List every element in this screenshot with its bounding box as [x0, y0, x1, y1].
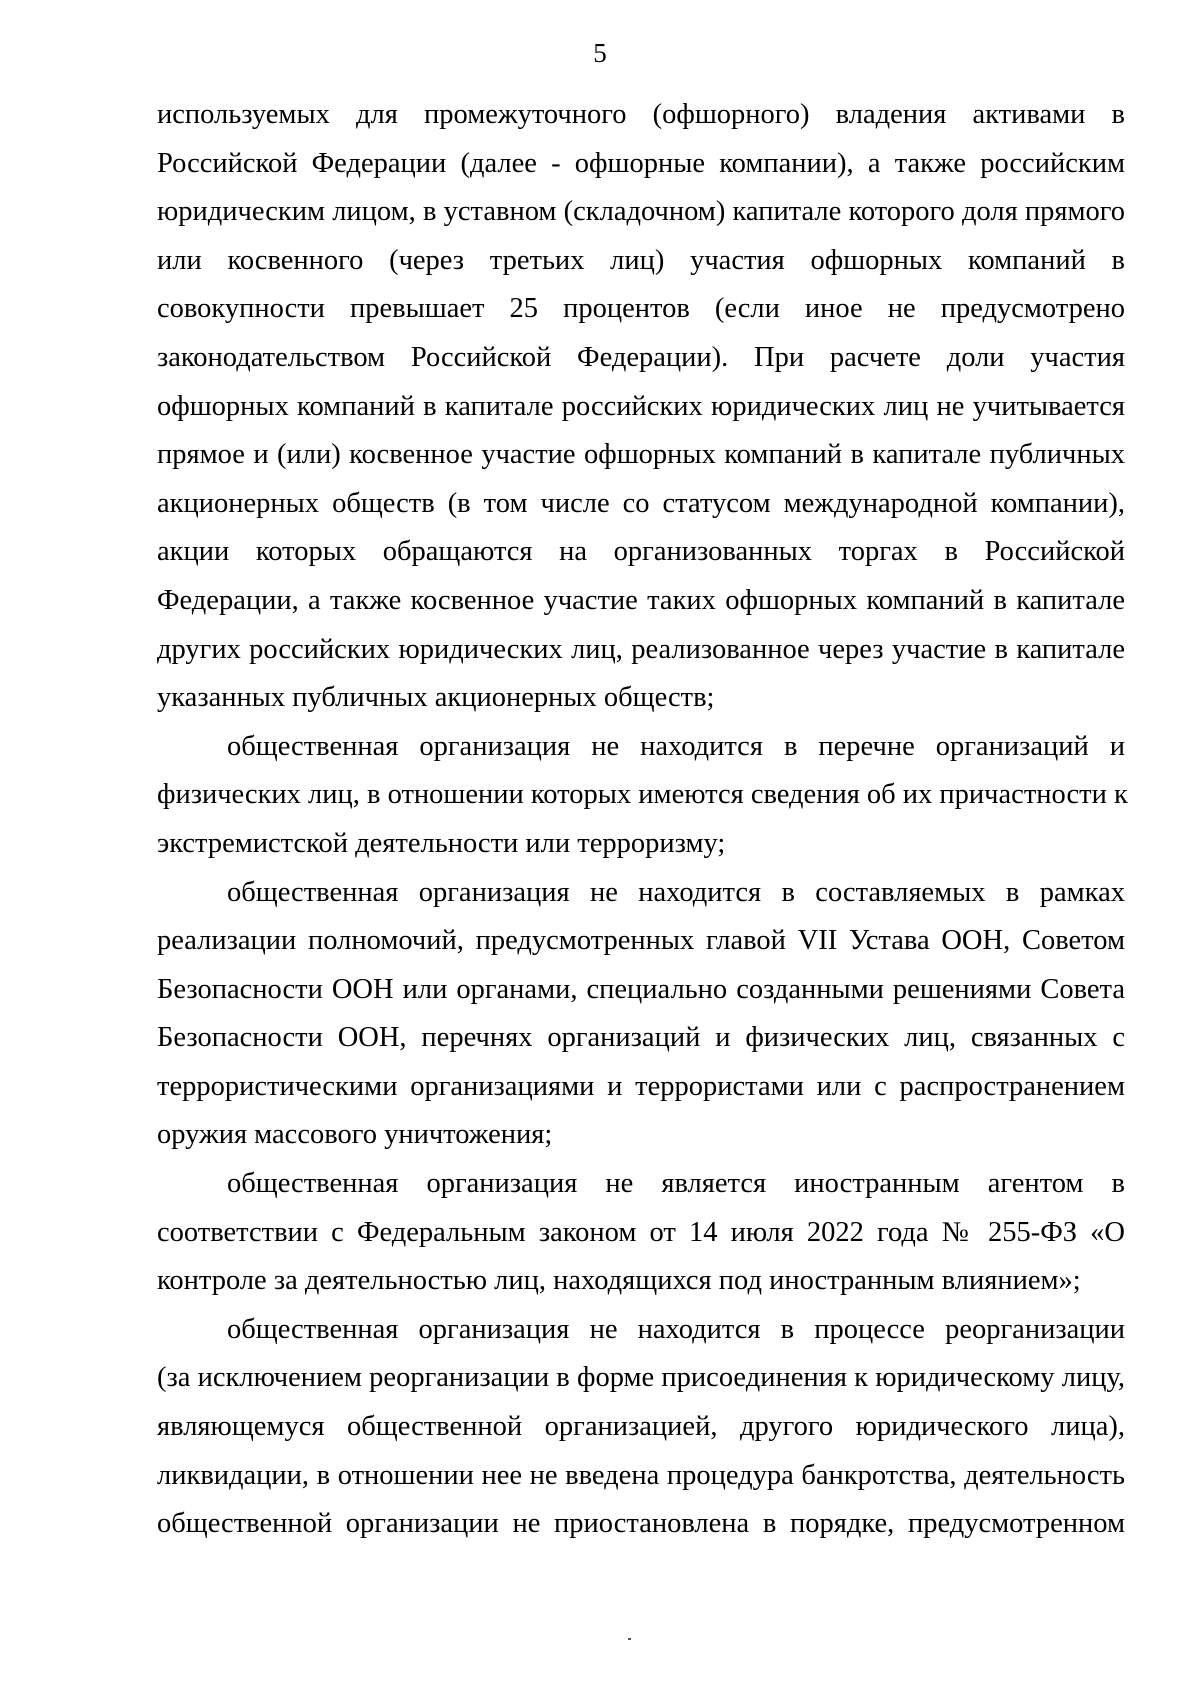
paragraph-extremism-list [157, 723, 1128, 869]
text-line: террористическими организациями и террористами или с распространением [157, 1070, 1125, 1102]
paragraph-reorganization [157, 1306, 1125, 1549]
paragraph-offshore-companies [157, 91, 1125, 723]
text-line: указанных публичных акционерных обществ; [157, 682, 715, 714]
text-line: Российской Федерации (далее - офшорные компании), а также российским [157, 147, 1125, 179]
text-line: ликвидации, в отношении нее не введена процедура банкротства, деятельность [157, 1459, 1125, 1491]
text-line: являющемуся общественной организацией, другого юридического лица), [157, 1411, 1125, 1443]
text-line: совокупности превышает 25 процентов (если иное не предусмотрено [157, 293, 1125, 325]
text-line: прямое и (или) косвенное участие офшорных компаний в капитале публичных [157, 439, 1125, 471]
text-line: общественная организация не находится в перечне организаций и [227, 730, 1125, 762]
text-line: реализации полномочий, предусмотренных главой VII Устава ООН, Советом [157, 925, 1125, 957]
text-line: или косвенного (через третьих лиц) участия офшорных компаний в [157, 244, 1125, 276]
text-line: используемых для промежуточного (офшорного) владения активами в [157, 99, 1125, 130]
text-line: юридическим лицом, в уставном (складочном) капитале которого доля прямого [157, 196, 1125, 228]
text-line: акционерных обществ (в том числе со статусом международной компании), [157, 487, 1125, 519]
document-body [157, 91, 1128, 1549]
text-line: офшорных компаний в капитале российских юридических лиц не учитывается [157, 390, 1125, 422]
text-line: законодательством Российской Федерации). При расчете доли участия [157, 341, 1125, 373]
text-line: Безопасности ООН, перечнях организаций и физических лиц, связанных с [157, 1022, 1125, 1054]
text-line: (за исключением реорганизации в форме присоединения к юридическому лицу, [157, 1362, 1125, 1394]
text-line: общественная организация не является иностранным агентом в [227, 1168, 1125, 1200]
text-line: Федерации, а также косвенное участие таких офшорных компаний в капитале [157, 584, 1125, 616]
paragraph-un-security-council-lists [157, 869, 1125, 1161]
text-line: контроле за деятельностью лиц, находящихся под иностранным влиянием»; [157, 1265, 1081, 1297]
text-line: экстремистской деятельности или терроризму; [157, 827, 726, 859]
text-line: акции которых обращаются на организованных торгах в Российской [157, 536, 1125, 568]
paragraph-foreign-agent [157, 1160, 1125, 1306]
text-line: общественная организация не находится в составляемых в рамках [227, 876, 1125, 908]
page-number: 5 [593, 38, 607, 68]
text-line: общественная организация не находится в процессе реорганизации [227, 1313, 1125, 1345]
text-line: общественной организации не приостановлена в порядке, предусмотренном [157, 1508, 1125, 1540]
text-line: других российских юридических лиц, реализованное через участие в капитале [157, 633, 1125, 665]
text-line: Безопасности ООН или органами, специально созданными решениями Совета [157, 973, 1125, 1005]
text-line: оружия массового уничтожения; [157, 1119, 553, 1151]
text-line: физических лиц, в отношении которых имеются сведения об их причастности к [157, 779, 1128, 811]
text-line: соответствии с Федеральным законом от 14 июля 2022 года № 255-ФЗ «О [157, 1216, 1125, 1248]
scan-speck [628, 1638, 631, 1640]
